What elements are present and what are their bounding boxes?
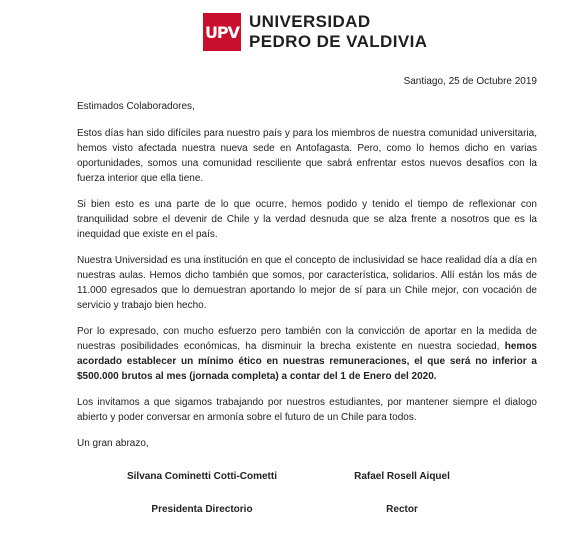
paragraph-4 xyxy=(77,324,537,384)
signature-block xyxy=(77,469,537,517)
signature-2 xyxy=(337,469,467,517)
letter-closing: Un gran abrazo, xyxy=(77,438,149,449)
paragraph-4-highlight: hemos acordado establecer un mínimo ético en nuestras remuneraciones, el que será no inferior a $500.000 brutos al mes (jornada completa) a contar del 1 de Enero del 2020. xyxy=(77,341,537,382)
paragraph-3: Nuestra Universidad es una institución en que el concepto de inclusividad se hace realidad día a día en nuestras aulas. Hemos dicho también que somos, por característica, solidarios. Allí están los más de 11.000 egresados que lo demuestran aportando lo mejor de sí para un Chile mejor, con vocación de servicio y trabajo bien hecho. xyxy=(77,255,537,311)
university-logo xyxy=(203,13,241,51)
letter-body xyxy=(77,74,537,517)
logo-text: UPV xyxy=(204,22,240,42)
paragraph-5: Los invitamos a que sigamos trabajando por nuestros estudiantes, por mantener siempre el dialogo abierto y poder conversar en armonía sobre el futuro de un Chile para todos. xyxy=(77,397,537,423)
university-name-line1: UNIVERSIDAD xyxy=(249,12,371,31)
letterhead xyxy=(203,12,427,52)
letter-date: Santiago, 25 de Octubre 2019 xyxy=(403,76,537,87)
signature-title: Rector xyxy=(386,504,418,515)
letter-greeting: Estimados Colaboradores, xyxy=(77,101,195,112)
signature-name: Rafael Rosell Aiquel xyxy=(354,471,450,482)
paragraph-2: Si bien esto es una parte de lo que ocurre, hemos podido y tenido el tiempo de reflexionar con tranquilidad sobre el devenir de Chile y la verdad desnuda que se alza frente a nosotros que es la inequidad que existe en el país. xyxy=(77,199,537,240)
signature-title: Presidenta Directorio xyxy=(151,504,253,515)
university-name xyxy=(249,12,427,52)
university-name-line2: PEDRO DE VALDIVIA xyxy=(249,32,428,51)
signature-name: Silvana Cominetti Cotti-Cometti xyxy=(126,471,277,482)
paragraph-4-text: Por lo expresado, con mucho esfuerzo pero también con la convicción de aportar en la medida de nuestras posibilidades económicas, ha disminuir la brecha existente en nuestra sociedad, xyxy=(77,326,537,352)
paragraph-1: Estos días han sido difíciles para nuestro país y para los miembros de nuestra comunidad universitaria, hemos visto afectada nuestra nueva sede en Antofagasta. Pero, como lo hemos dicho en varias oportunidades, somos una comunidad resciliente que sabrá enfrentar estos nuevos desafíos con la fuerza interior que ella tiene. xyxy=(77,128,537,184)
signature-1 xyxy=(77,469,327,517)
